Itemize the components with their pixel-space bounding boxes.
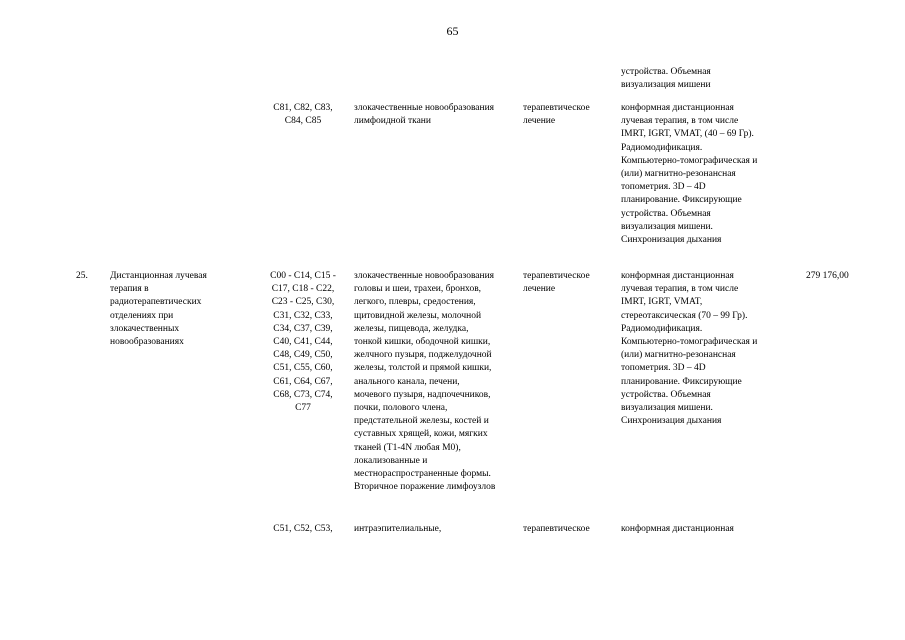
icd-codes-cell: C00 - C14, C15 - C17, C18 - C22, C23 - C25, C30, C31, C32, C33, C34, C37, C39, C40, C41, C44, C48, C49, C50, C51, C55, C60, C61, C64, C67, C68, C73, C74, C77	[270, 271, 336, 414]
treatment-type-cell: терапевтическое	[523, 524, 590, 534]
method-cell: конформная дистанционная лучевая терапия, в том числе IMRT, IGRT, VMAT, стереотаксическая (70 – 99 Гр). Радиомодификация. Компьютерно-томографическая и (или) магнитно-резонансная топометрия. 3D – 4D планирование. Фиксирующие устройства. Объемная визуализация мишени. Синхронизация дыхания	[621, 271, 758, 427]
method-cell: устройства. Объемная визуализация мишени	[621, 67, 711, 91]
price-cell: 279 176,00	[806, 271, 849, 281]
page-number: 65	[446, 24, 459, 38]
icd-codes-cell: C81, C82, C83, C84, C85	[273, 103, 333, 127]
icd-codes-cell: C51, C52, C53,	[273, 524, 333, 534]
description-cell: злокачественные новообразования головы и шеи, трахеи, бронхов, легкого, плевры, средостения, щитовидной железы, молочной железы, пищевода, желудка, тонкой кишки, ободочной кишки, желчного пузыря, поджелудочной железы, толстой и прямой кишки, анального канала, печени, мочевого пузыря, надпочечников, почки, полового члена, предстательной железы, костей и суставных хрящей, кожи, мягких тканей (T1-4N любая M0), локализованные и местнораспространенные формы. Вторичное поражение лимфоузлов	[354, 271, 496, 493]
method-cell: конформная дистанционная	[621, 524, 734, 534]
procedure-name-cell: Дистанционная лучевая терапия в радиотерапевтических отделениях при злокачественных новообразованиях	[110, 271, 207, 348]
treatment-type-cell: терапевтическое лечение	[523, 103, 590, 127]
description-cell: злокачественные новообразования лимфоидной ткани	[354, 103, 495, 127]
method-cell: конформная дистанционная лучевая терапия, в том числе IMRT, IGRT, VMAT, (40 – 69 Гр). Радиомодификация. Компьютерно-томографическая и (или) магнитно-резонансная топометрия. 3D – 4D планирование. Фиксирующие устройства. Объемная визуализация мишени. Синхронизация дыхания	[621, 103, 758, 246]
row-number-cell: 25.	[76, 271, 88, 281]
treatment-type-cell: терапевтическое лечение	[523, 271, 590, 295]
description-cell: интраэпителиальные,	[354, 524, 442, 534]
